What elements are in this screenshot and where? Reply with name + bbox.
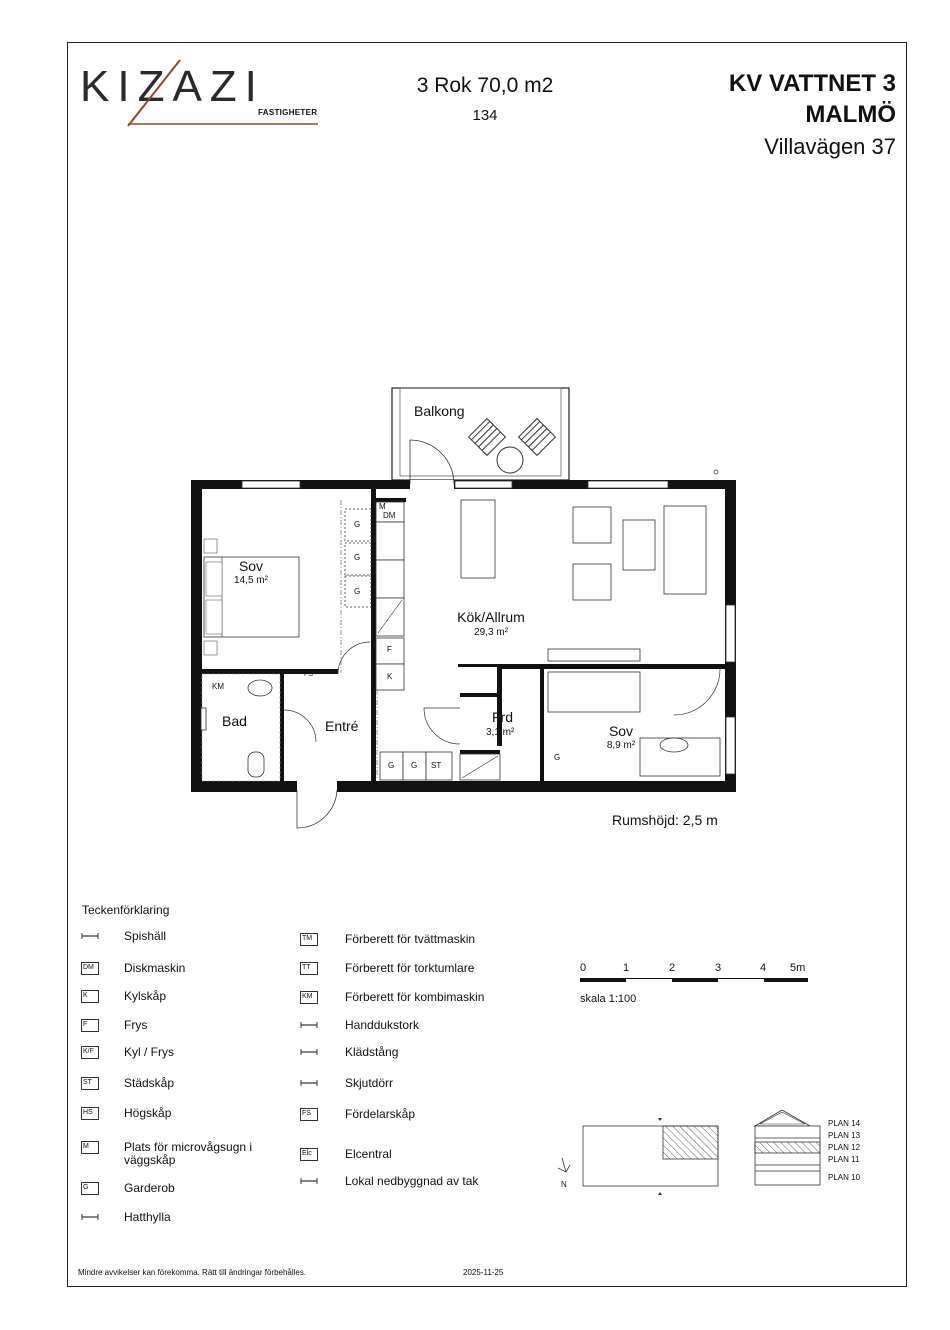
sink-icon [248, 680, 272, 696]
left-legend-code: ST [83, 1079, 92, 1086]
right-legend-label: Elcentral [345, 1147, 392, 1161]
distribution-cabinet-code: FS [304, 671, 313, 678]
right-legend-code: Elc [302, 1150, 312, 1157]
right-legend-label: Lokal nedbyggnad av tak [345, 1174, 479, 1188]
scale-tick: 2 [669, 962, 676, 974]
scale-label: skala 1:100 [580, 993, 637, 1005]
bedroom-wardrobe-code: G [554, 753, 561, 762]
right-legend-label: Förberett för tvättmaskin [345, 932, 476, 946]
floor-label: PLAN 13 [828, 1131, 861, 1140]
toilet-icon [248, 752, 264, 777]
room-sov2-area: 8,9 m² [606, 740, 636, 751]
scale-tick: 4 [760, 962, 767, 974]
fridge-code: K [387, 672, 393, 681]
left-legend-label: Spishäll [124, 929, 167, 943]
floor-label: PLAN 14 [828, 1119, 861, 1128]
tv-bench-icon [548, 649, 640, 661]
left-legend-label: Kylskåp [124, 989, 167, 1003]
room-balkong-label: Balkong [414, 403, 465, 419]
left-legend-label: Städskåp [124, 1076, 175, 1090]
footer-date: 2025-11-25 [463, 1268, 504, 1277]
left-legend-label: Högskåp [124, 1106, 172, 1120]
left-legend-code: M [83, 1143, 89, 1150]
balcony-chair-icon [469, 419, 506, 456]
apartment-number: 134 [472, 107, 498, 124]
right-legend-code: KM [302, 993, 313, 1000]
left-legend-code: DM [83, 964, 94, 971]
armchair-icon [573, 564, 611, 600]
dishwasher-code: DM [383, 511, 396, 520]
room-kok-area: 29,3 m² [474, 627, 508, 638]
coffee-table-icon [623, 520, 655, 570]
sliding-door-icon [300, 1077, 318, 1090]
right-legend-label: Förberett för kombimaskin [345, 990, 485, 1004]
left-legend-label: Hatthylla [124, 1210, 171, 1224]
balcony-table-icon [497, 447, 523, 473]
scale-tick: 1 [623, 962, 630, 974]
wardrobe-code: G [354, 553, 361, 562]
room-frd-area: 3,1 m² [486, 727, 515, 738]
room-sov1-label: Sov [238, 558, 264, 574]
left-legend-label: Kyl / Frys [124, 1045, 174, 1059]
towel-dryer-icon [300, 1019, 318, 1032]
dining-table-icon [461, 500, 495, 578]
property-address: Villavägen 37 [764, 134, 896, 159]
room-sov1-area: 14,5 m² [234, 575, 268, 586]
floor-label: PLAN 10 [828, 1173, 861, 1182]
room-frd-label: Frd [492, 709, 513, 725]
right-legend-code: TM [302, 935, 313, 942]
left-legend-code: HS [83, 1109, 93, 1116]
dashed-ceiling-icon [300, 1175, 318, 1188]
right-legend-code: TT [302, 964, 311, 971]
wardrobe-code: G [354, 520, 361, 529]
entrance-wardrobe-code: G [388, 761, 395, 770]
room-kok-label: Kök/Allrum [457, 609, 525, 625]
right-legend-label: Skjutdörr [345, 1076, 394, 1090]
desk-chair-icon [660, 738, 688, 752]
combi-machine-code: KM [212, 682, 224, 691]
scale-bar [580, 975, 810, 987]
left-legend-code: K [83, 992, 88, 999]
legend-title: Teckenförklaring [82, 903, 170, 917]
left-legend-label: Diskmaskin [124, 961, 186, 975]
room-entre-label: Entré [325, 718, 359, 734]
freezer-code: F [387, 645, 392, 654]
floor-label: PLAN 12 [828, 1143, 861, 1152]
cleaning-cabinet-code: ST [431, 761, 442, 770]
left-legend-code: K/F [83, 1048, 94, 1055]
kitchen-counter [376, 502, 404, 690]
left-legend-code: F [83, 1021, 88, 1028]
logo-subtitle: FASTIGHETER [258, 108, 318, 117]
key-plan [550, 1110, 870, 1200]
left-legend-label: Frys [124, 1018, 148, 1032]
right-legend-label: Handdukstork [345, 1018, 420, 1032]
scale-tick: 0 [580, 962, 587, 974]
right-legend-label: Klädstång [345, 1045, 399, 1059]
room-sov2-label: Sov [608, 723, 634, 739]
apartment-type: 3 Rok 70,0 m2 [416, 74, 554, 97]
right-legend-label: Fördelarskåp [345, 1107, 416, 1121]
hat-shelf-icon [81, 1211, 99, 1224]
armchair-icon [573, 507, 611, 543]
logo-text: KIZAZI [80, 62, 265, 111]
microwave-code: M [379, 502, 386, 511]
right-legend-label: Förberett för torktumlare [345, 961, 475, 975]
north-label: N [561, 1180, 567, 1189]
stove-icon [81, 930, 99, 943]
entrance-wardrobe-code: G [411, 761, 418, 770]
right-legend-code: FS [302, 1110, 311, 1117]
left-legend-label: Plats för microvågsugn i väggskåp [124, 1140, 253, 1167]
clothes-rail-icon [300, 1046, 318, 1059]
footer-disclaimer: Mindre avvikelser kan förekomma. Rätt till ändringar förbehålles. [78, 1268, 307, 1277]
balcony-chair-icon [519, 419, 556, 456]
scale-tick: 3 [715, 962, 722, 974]
left-legend-code: G [83, 1184, 89, 1191]
ceiling-height: Rumshöjd: 2,5 m [612, 812, 718, 828]
scale-tick: 5m [790, 962, 806, 974]
left-legend-label: Garderob [124, 1181, 175, 1195]
sofa-icon [664, 506, 706, 594]
floor-label: PLAN 11 [828, 1155, 860, 1164]
room-bad-label: Bad [222, 713, 247, 729]
property-name: KV VATTNET 3 [728, 70, 896, 97]
wardrobe-code: G [354, 587, 361, 596]
property-city: MALMÖ [805, 101, 896, 128]
single-bed-icon [548, 672, 640, 712]
